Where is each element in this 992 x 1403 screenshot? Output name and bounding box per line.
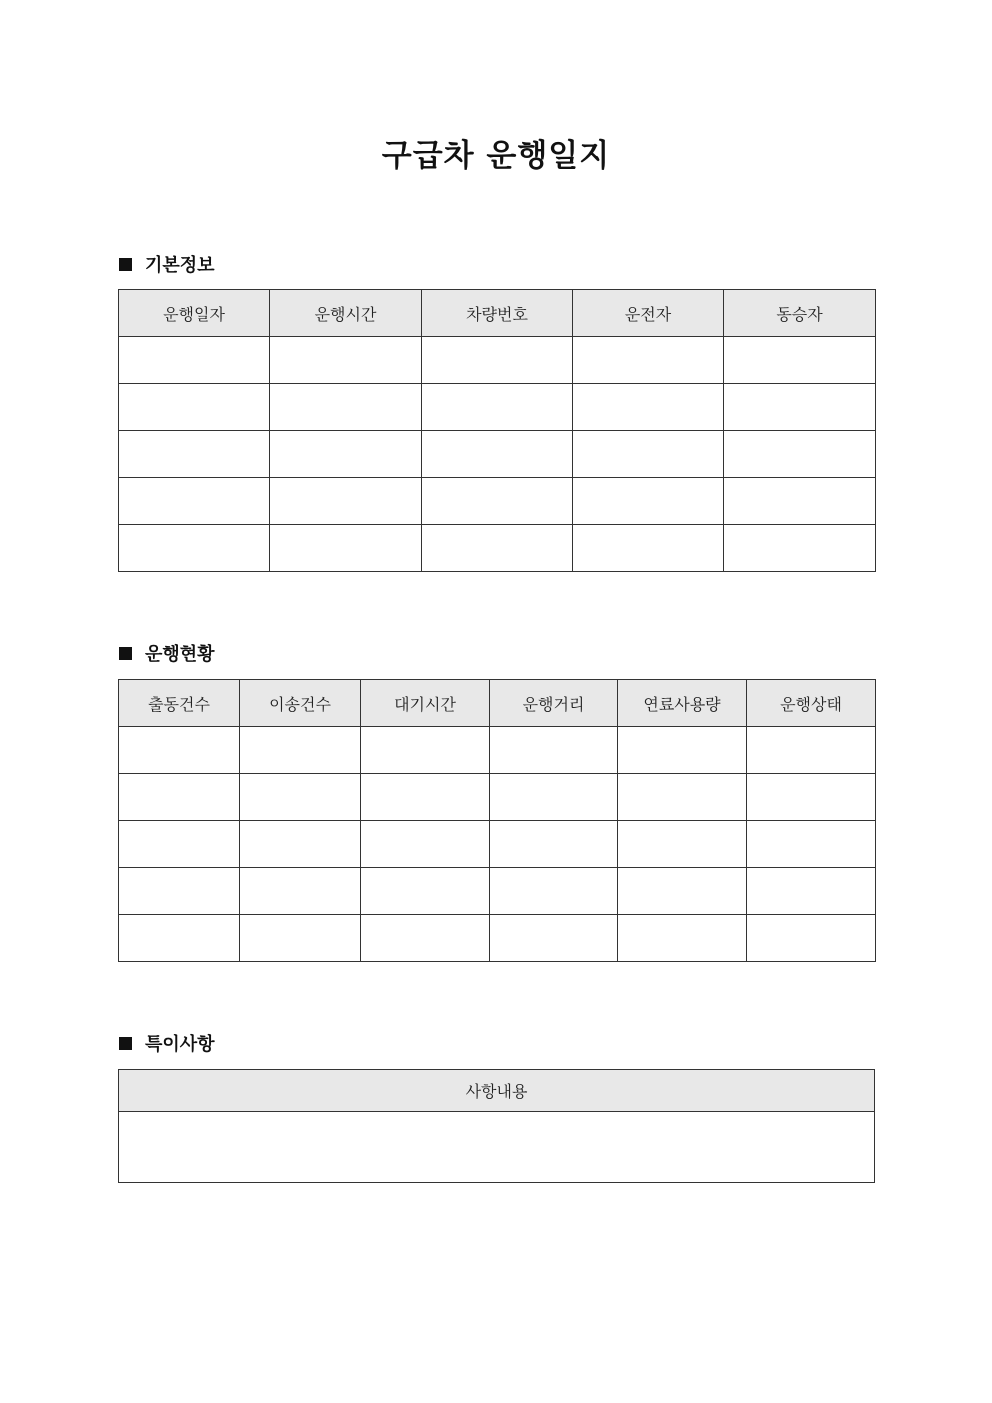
column-header: 운행일자 <box>119 290 270 337</box>
square-bullet-icon <box>119 647 132 660</box>
section-heading-operation-status <box>119 640 215 666</box>
table-cell[interactable] <box>119 774 240 821</box>
document-title: 구급차 운행일지 <box>381 138 611 174</box>
table-cell[interactable] <box>361 915 490 962</box>
column-header: 운행상태 <box>747 680 876 727</box>
table-cell[interactable] <box>270 431 422 478</box>
table-row <box>119 525 876 572</box>
section-title: 운행현황 <box>145 644 215 665</box>
table-cell[interactable] <box>240 868 361 915</box>
table-cell[interactable] <box>361 727 490 774</box>
table-cell[interactable] <box>490 821 618 868</box>
table-cell[interactable] <box>724 525 876 572</box>
table-cell[interactable] <box>119 384 270 431</box>
column-header: 운행거리 <box>490 680 618 727</box>
section-title: 특이사항 <box>145 1034 215 1055</box>
table-cell[interactable] <box>747 727 876 774</box>
table-cell[interactable] <box>573 431 724 478</box>
table-cell[interactable] <box>490 868 618 915</box>
remarks-content-cell[interactable] <box>119 1112 875 1183</box>
column-header: 사항내용 <box>119 1070 875 1112</box>
column-header: 동승자 <box>724 290 876 337</box>
table-row <box>119 915 876 962</box>
table-cell[interactable] <box>422 384 573 431</box>
table-cell[interactable] <box>270 337 422 384</box>
table-cell[interactable] <box>490 915 618 962</box>
table-cell[interactable] <box>240 821 361 868</box>
table-cell[interactable] <box>119 525 270 572</box>
table-cell[interactable] <box>240 727 361 774</box>
table-row <box>119 821 876 868</box>
table-row <box>119 774 876 821</box>
table-cell[interactable] <box>361 821 490 868</box>
table-cell[interactable] <box>618 868 747 915</box>
column-header: 대기시간 <box>361 680 490 727</box>
table-cell[interactable] <box>618 727 747 774</box>
table-header-row <box>119 1070 875 1112</box>
table-cell[interactable] <box>240 774 361 821</box>
table-cell[interactable] <box>422 431 573 478</box>
square-bullet-icon <box>119 258 132 271</box>
table-cell[interactable] <box>618 774 747 821</box>
table-header-row <box>119 290 876 337</box>
column-header: 운전자 <box>573 290 724 337</box>
table-cell[interactable] <box>270 384 422 431</box>
table-cell[interactable] <box>119 478 270 525</box>
table-cell[interactable] <box>573 525 724 572</box>
table-cell[interactable] <box>573 384 724 431</box>
table-row <box>119 384 876 431</box>
table-cell[interactable] <box>270 525 422 572</box>
table-cell[interactable] <box>724 478 876 525</box>
table-cell[interactable] <box>618 821 747 868</box>
table-row <box>119 431 876 478</box>
table-row <box>119 727 876 774</box>
table-cell[interactable] <box>422 478 573 525</box>
section-title: 기본정보 <box>145 255 215 276</box>
section-heading-remarks <box>119 1030 215 1056</box>
table-cell[interactable] <box>747 868 876 915</box>
table-cell[interactable] <box>490 727 618 774</box>
table-cell[interactable] <box>240 915 361 962</box>
table-cell[interactable] <box>724 431 876 478</box>
table-row <box>119 478 876 525</box>
table-cell[interactable] <box>119 868 240 915</box>
remarks-table <box>118 1069 875 1183</box>
table-cell[interactable] <box>573 337 724 384</box>
table-cell[interactable] <box>119 431 270 478</box>
table-row <box>119 868 876 915</box>
table-cell[interactable] <box>422 525 573 572</box>
table-cell[interactable] <box>747 821 876 868</box>
table-cell[interactable] <box>119 821 240 868</box>
table-cell[interactable] <box>724 384 876 431</box>
square-bullet-icon <box>119 1037 132 1050</box>
column-header: 연료사용량 <box>618 680 747 727</box>
table-cell[interactable] <box>573 478 724 525</box>
column-header: 차량번호 <box>422 290 573 337</box>
column-header: 운행시간 <box>270 290 422 337</box>
table-row <box>119 1112 875 1183</box>
basic-info-table <box>118 289 876 572</box>
table-cell[interactable] <box>119 727 240 774</box>
table-cell[interactable] <box>422 337 573 384</box>
operation-status-table <box>118 679 876 962</box>
table-cell[interactable] <box>270 478 422 525</box>
column-header: 이송건수 <box>240 680 361 727</box>
table-row <box>119 337 876 384</box>
table-cell[interactable] <box>724 337 876 384</box>
table-cell[interactable] <box>361 774 490 821</box>
table-cell[interactable] <box>747 915 876 962</box>
table-cell[interactable] <box>618 915 747 962</box>
table-cell[interactable] <box>119 337 270 384</box>
section-heading-basic-info <box>119 251 215 277</box>
column-header: 출동건수 <box>119 680 240 727</box>
table-cell[interactable] <box>490 774 618 821</box>
table-header-row <box>119 680 876 727</box>
table-cell[interactable] <box>747 774 876 821</box>
table-cell[interactable] <box>361 868 490 915</box>
table-cell[interactable] <box>119 915 240 962</box>
